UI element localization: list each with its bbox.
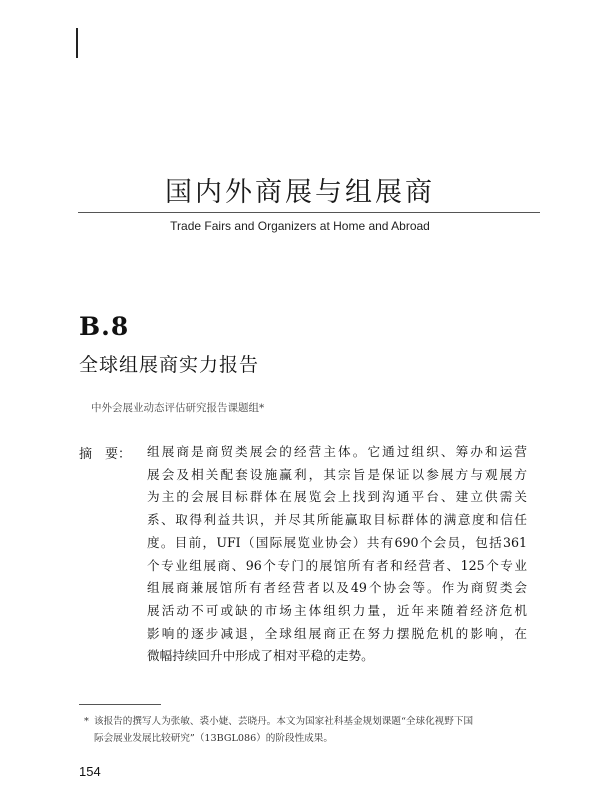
- abstract-line: 影响的逐步减退，全球组展商正在努力摆脱危机的影响，在: [147, 625, 527, 641]
- abstract-line: 展活动不可或缺的市场主体组织力量，近年来随着经济危机: [147, 602, 527, 618]
- abstract-line: 系、取得利益共识，并尽其所能赢取目标群体的满意度和信任: [147, 512, 527, 528]
- footnote-mark: *: [84, 716, 89, 727]
- abstract-line: 组展商是商贸类展会的经营主体。它通过组织、筹办和运营: [147, 444, 527, 459]
- abstract-line: 微幅持续回升中形成了相对平稳的走势。: [147, 648, 374, 664]
- abstract-line: 展会及相关配套设施赢利，其宗旨是保证以参展方与观展方: [147, 466, 527, 482]
- abstract-line: 个专业组展商、96个专门的展馆所有者和经营者、125个专业: [147, 557, 527, 573]
- abstract-line: 为主的会展目标群体在展览会上找到沟通平台、建立供需关: [147, 489, 527, 505]
- part-subtitle-english: Trade Fairs and Organizers at Home and Abroad: [170, 219, 430, 233]
- abstract-body: [147, 441, 527, 668]
- report-author: 中外会展业动态评估研究报告课题组*: [91, 402, 265, 414]
- header-vertical-rule: [76, 28, 78, 58]
- footnote: [84, 713, 524, 747]
- footnote-line: 际会展业发展比较研究”（13BGL086）的阶段性成果。: [94, 733, 333, 744]
- abstract-label: 摘 要：: [79, 447, 132, 462]
- abstract-line: 度。目前，UFI（国际展览业协会）共有690个会员，包括361: [147, 534, 527, 550]
- title-divider: [78, 212, 540, 213]
- report-code: B.8: [79, 312, 130, 341]
- part-title: 国内外商展与组展商: [165, 177, 435, 208]
- abstract-line: 组展商兼展馆所有者经营者以及49个协会等。作为商贸类会: [147, 580, 527, 596]
- report-title: 全球组展商实力报告: [79, 354, 260, 376]
- page-number: 154: [79, 764, 101, 779]
- footnote-line: 该报告的撰写人为张敏、裘小婕、芸晓丹。本文为国家社科基金规划课题“全球化视野下国: [94, 716, 474, 727]
- footnote-divider: [79, 704, 161, 705]
